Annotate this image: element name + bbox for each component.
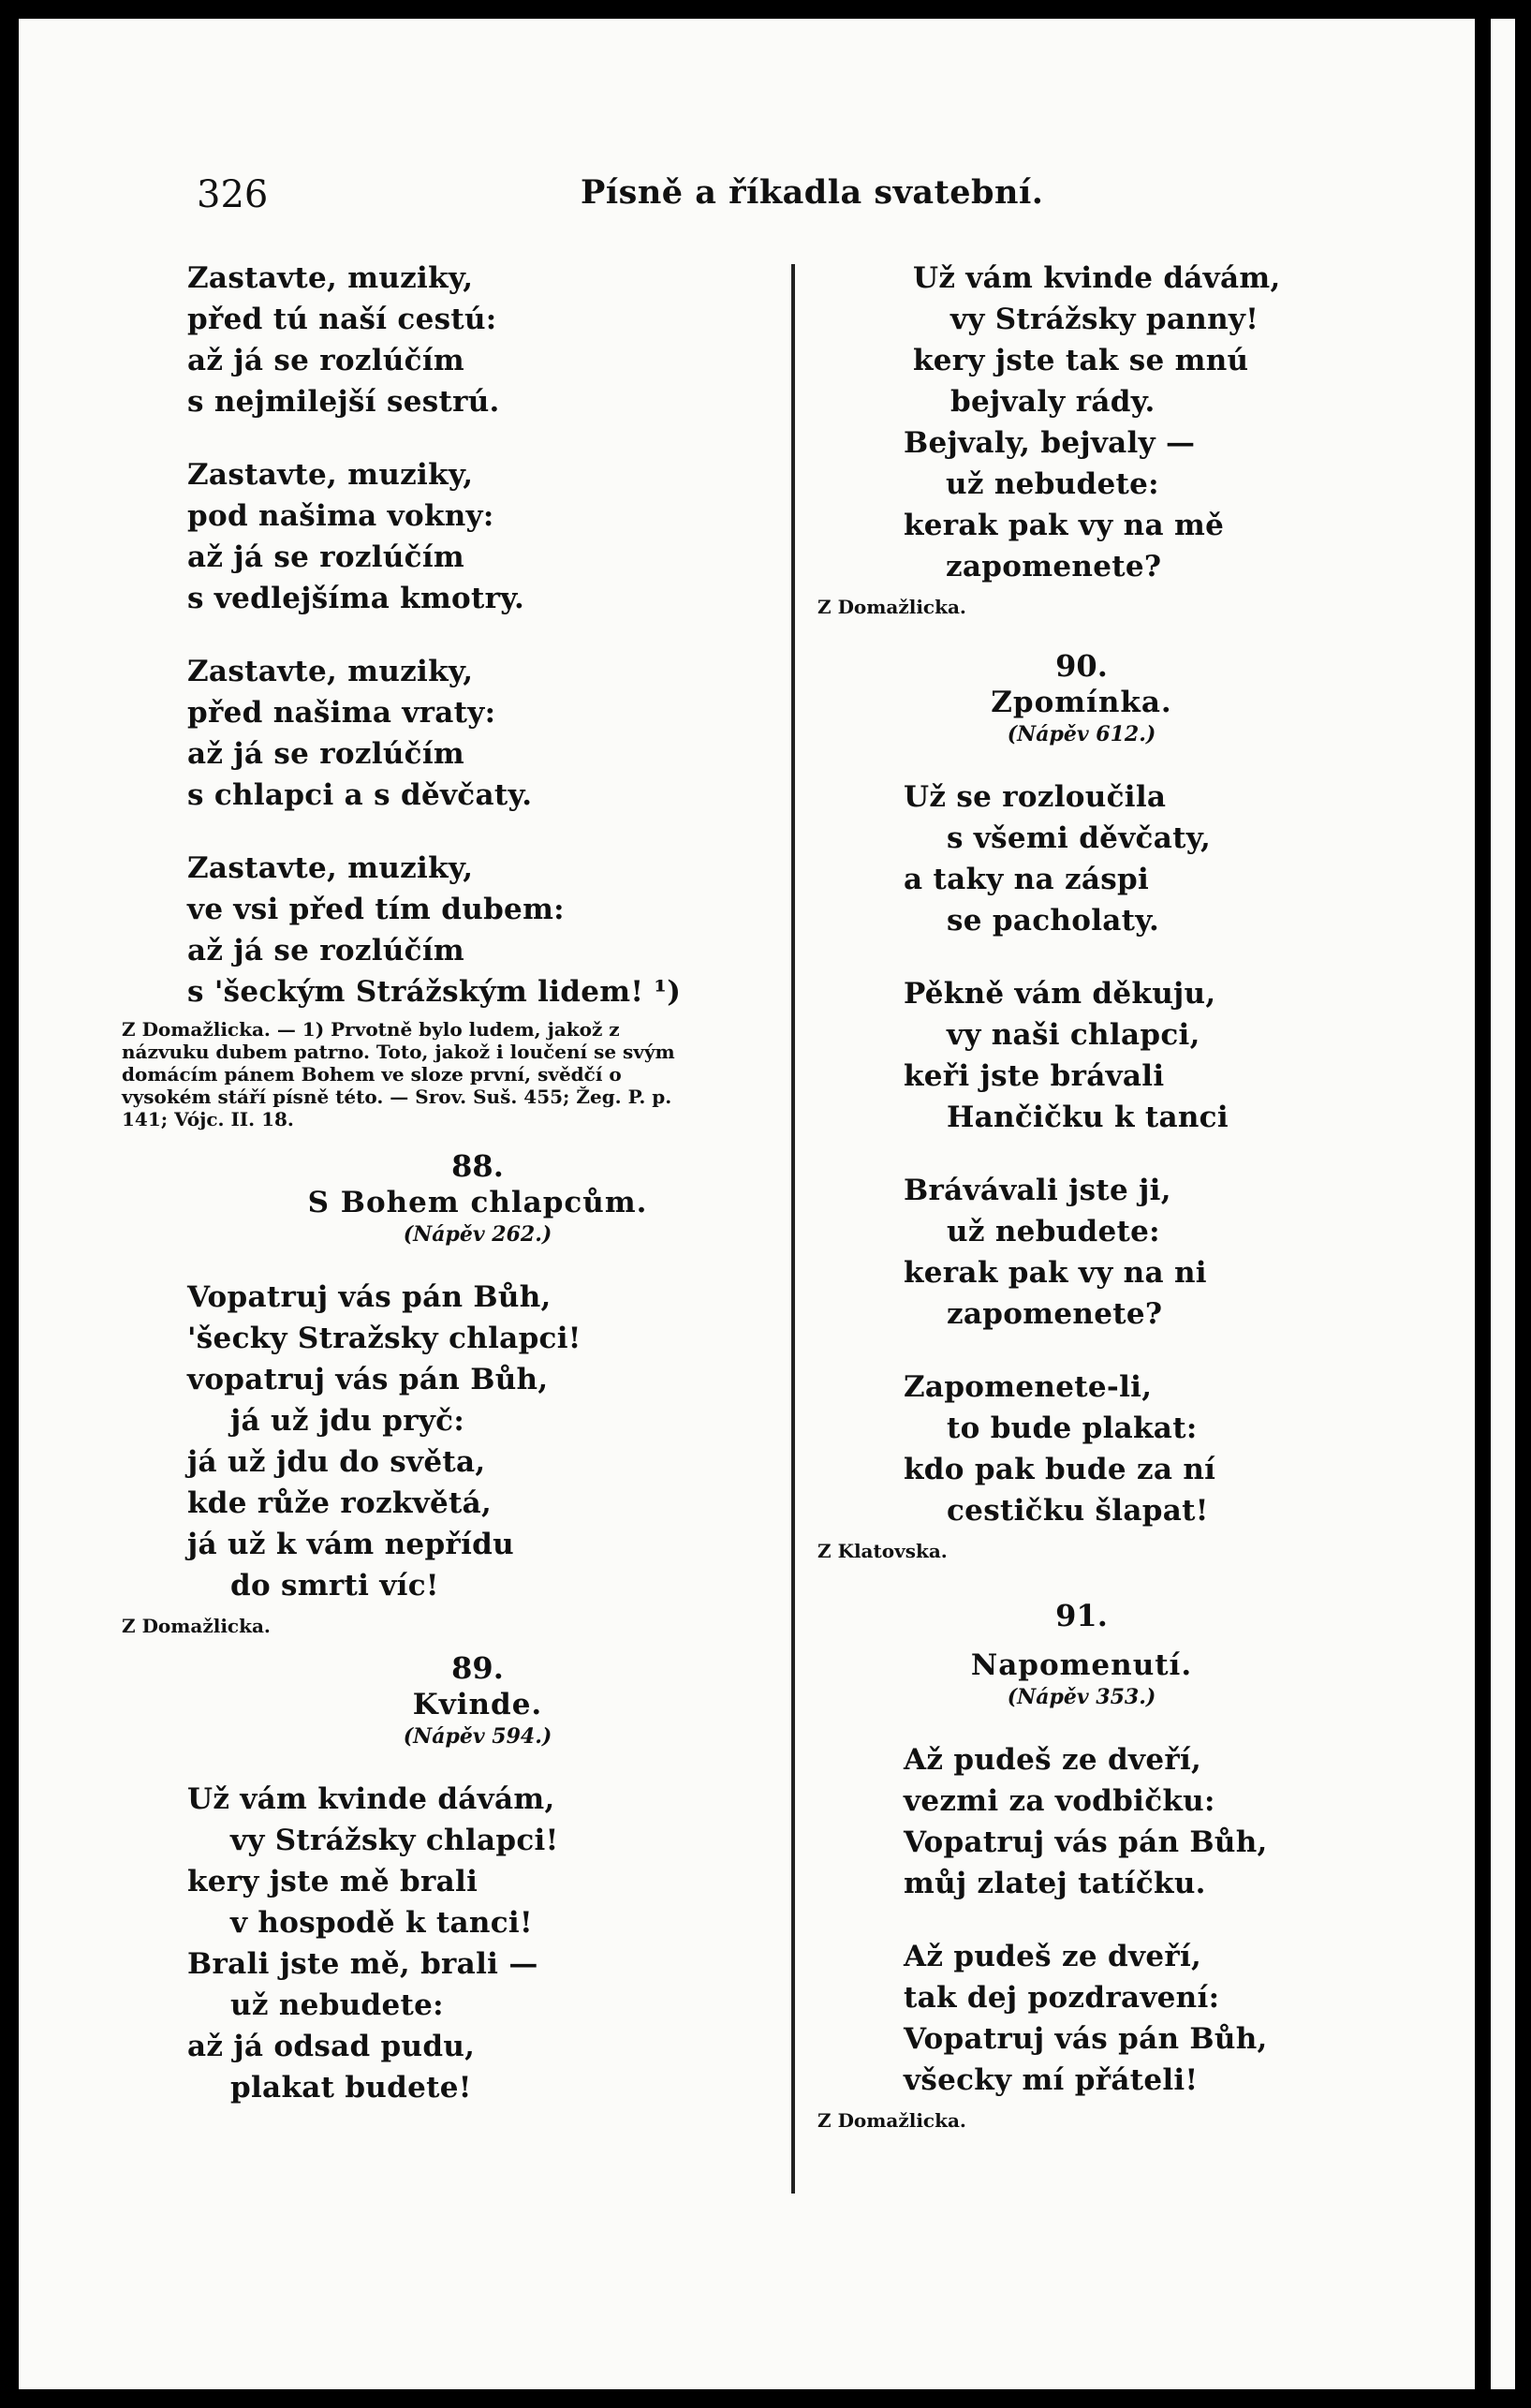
stanza (801, 1367, 1288, 1531)
verse-line: plakat budete! (230, 2071, 472, 2105)
stanza (187, 258, 768, 422)
stanza (187, 454, 768, 619)
verse-line: kery jste tak se mnú (913, 344, 1249, 377)
stanza (801, 776, 1288, 941)
verse-line: všecky mí přáteli! (904, 2063, 1199, 2097)
song-title: Kvinde. (412, 1688, 543, 1721)
melody-reference: (Nápěv 594.) (403, 1724, 552, 1749)
verse-line: já už jdu pryč: (230, 1404, 465, 1438)
verse-line: já už jdu do světa, (187, 1445, 486, 1479)
verse-line: Vopatruj vás pán Bůh, (904, 1825, 1268, 1859)
verse-line: až já se rozlúčím (187, 737, 465, 771)
verse-line: Vopatruj vás pán Bůh, (187, 1280, 552, 1314)
melody-reference: (Nápěv 612.) (1007, 722, 1156, 746)
verse-line: pod našima vokny: (187, 499, 494, 533)
verse-line: můj zlatej tatíčku. (904, 1867, 1206, 1900)
verse-line: před tú naší cestú: (187, 303, 497, 336)
song-title: Napomenutí. (970, 1648, 1193, 1682)
stanza (801, 258, 1288, 587)
verse-line: Už se rozloučila (904, 780, 1167, 814)
verse-line: Už vám kvinde dávám, (913, 261, 1281, 295)
stanza (801, 973, 1288, 1138)
verse-line: vy Strážsky chlapci! (230, 1824, 559, 1857)
verse-line: do smrti víc! (230, 1569, 439, 1603)
verse-line: vy naši chlapci, (947, 1018, 1200, 1052)
verse-line: Zapomenete-li, (904, 1370, 1153, 1404)
source-note: Z Klatovska. (817, 1540, 948, 1562)
verse-line: kerak pak vy na mě (904, 509, 1225, 542)
verse-line: Vopatruj vás pán Bůh, (904, 2022, 1268, 2056)
verse-line: před našima vraty: (187, 696, 496, 730)
song-number: 91. (1055, 1598, 1108, 1633)
stanza (187, 1779, 768, 2108)
melody-reference: (Nápěv 262.) (403, 1222, 552, 1247)
source-note: Z Domažlicka. (817, 2109, 966, 2132)
verse-line: s všemi děvčaty, (947, 821, 1212, 855)
footnote: Z Domažlicka. — 1) Prvotně bylo ludem, jakož z názvuku dubem patrno. Toto, jakož i loučení se svým domácím pánem Bohem ve sloze první, svědčí o vysokém stáří písně této. — Srov. Suš. 455; Žeg. P. p. 141; Vójc. II. 18. (122, 1018, 675, 1130)
left-column (122, 258, 768, 2140)
verse-line: už nebudete: (946, 467, 1159, 501)
verse-line: Brali jste mě, brali — (187, 1947, 538, 1981)
stanza (187, 651, 768, 816)
verse-line: v hospodě k tanci! (230, 1906, 533, 1940)
verse-line: a taky na záspi (904, 863, 1150, 896)
verse-line: keři jste brávali (904, 1059, 1165, 1093)
song-number: 88. (451, 1148, 504, 1184)
column-divider (791, 264, 795, 2194)
verse-line: už nebudete: (230, 1988, 444, 2022)
verse-line: Brávávali jste ji, (904, 1174, 1171, 1207)
verse-line: Zastavte, muziky, (187, 851, 474, 885)
verse-line: vopatruj vás pán Bůh, (187, 1363, 549, 1396)
verse-line: s 'šeckým Strážským lidem! ¹) (187, 975, 682, 1009)
verse-line: bejvaly rády. (950, 385, 1156, 419)
stanza (801, 1739, 1288, 1904)
verse-line: se pacholaty. (947, 904, 1160, 938)
running-title: Písně a říkadla svatební. (581, 173, 1044, 212)
verse-line: už nebudete: (947, 1215, 1160, 1248)
stanza (187, 848, 768, 1012)
stanza (801, 1170, 1288, 1335)
verse-line: tak dej pozdravení: (904, 1981, 1220, 2015)
verse-line: Zastavte, muziky, (187, 261, 474, 295)
verse-line: Až pudeš ze dveří, (904, 1743, 1202, 1777)
verse-line: zapomenete? (946, 550, 1162, 584)
source-note: Z Domažlicka. (122, 1615, 271, 1637)
verse-line: až já odsad pudu, (187, 2030, 476, 2063)
verse-line: Až pudeš ze dveří, (904, 1940, 1202, 1973)
verse-line: to bude plakat: (947, 1411, 1198, 1445)
verse-line: 'šecky Stražsky chlapci! (187, 1322, 581, 1355)
song-title: S Bohem chlapcům. (307, 1186, 648, 1219)
stanza (187, 1277, 768, 1606)
source-note: Z Domažlicka. (817, 596, 966, 618)
verse-line: až já se rozlúčím (187, 344, 465, 377)
verse-line: Hančičku k tanci (947, 1101, 1229, 1134)
adjacent-page-edge (1491, 19, 1515, 2389)
verse-line: s nejmilejší sestrú. (187, 385, 500, 419)
verse-line: cestičku šlapat! (947, 1494, 1209, 1528)
verse-line: Pěkně vám děkuju, (904, 977, 1216, 1011)
verse-line: kde růže rozkvětá, (187, 1486, 493, 1520)
verse-line: Zastavte, muziky, (187, 458, 474, 492)
verse-line: až já se rozlúčím (187, 934, 465, 968)
verse-line: vy Strážsky panny! (950, 303, 1259, 336)
verse-line: Bejvaly, bejvaly — (904, 426, 1196, 460)
page-number: 326 (197, 173, 269, 216)
verse-line: kery jste mě brali (187, 1865, 478, 1898)
verse-line: ve vsi před tím dubem: (187, 893, 565, 926)
verse-line: s chlapci a s děvčaty. (187, 778, 533, 812)
verse-line: kerak pak vy na ni (904, 1256, 1207, 1290)
verse-line: s vedlejšíma kmotry. (187, 582, 525, 615)
song-number: 90. (1055, 648, 1108, 684)
song-title: Zpomínka. (991, 686, 1172, 719)
verse-line: kdo pak bude za ní (904, 1453, 1216, 1486)
book-page (19, 19, 1475, 2389)
verse-line: Už vám kvinde dávám, (187, 1782, 555, 1816)
stanza (801, 1936, 1288, 2101)
verse-line: zapomenete? (947, 1297, 1163, 1331)
verse-line: Zastavte, muziky, (187, 655, 474, 688)
verse-line: vezmi za vodbičku: (904, 1784, 1215, 1818)
song-number: 89. (451, 1650, 504, 1686)
melody-reference: (Nápěv 353.) (1007, 1685, 1156, 1709)
verse-line: já už k vám nepřídu (187, 1528, 514, 1561)
verse-line: až já se rozlúčím (187, 540, 465, 574)
right-column (801, 258, 1288, 2144)
